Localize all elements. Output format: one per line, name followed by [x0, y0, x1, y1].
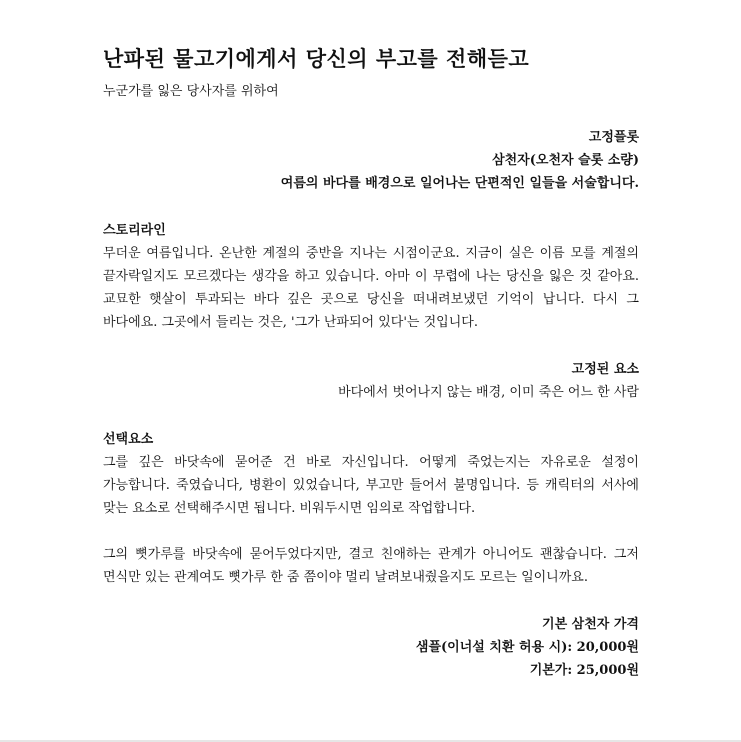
- document-subtitle: 누군가를 잃은 당사자를 위하여: [103, 84, 279, 99]
- optional-elements-heading: 선택요소: [103, 432, 154, 447]
- document-page: [103, 44, 639, 682]
- storyline-section: [103, 219, 639, 334]
- meta-characters: 삼천자(오천자 슬롯 소량): [492, 153, 639, 168]
- fixed-elements-section: [103, 358, 639, 404]
- optional-elements-text-2: 그의 뼛가루를 바닷속에 묻어두었다지만, 결코 친애하는 관계가 아니어도 괜찮습니다. 그저 면식만 있는 관계여도 뼛가루 한 줌 쯤이야 멀리 날려보내줬을지도 모르는 일이니까요.: [103, 547, 639, 585]
- meta-label: 고정플롯: [588, 130, 639, 145]
- pricing-sample: 샘플(이너설 치환 허용 시): 20,000원: [415, 640, 639, 655]
- storyline-heading: 스토리라인: [103, 223, 166, 238]
- pricing-base: 기본가: 25,000원: [529, 663, 639, 678]
- optional-elements-text-1: 그를 깊은 바닷속에 묻어준 건 바로 자신입니다. 어떻게 죽었는지는 자유로운 설정이 가능합니다. 죽였습니다, 병환이 있었습니다, 부고만 들어서 불명입니다. 등 캐릭터의 서사에 맞는 요소로 선택해주시면 됩니다. 비워두시면 임의로 작업합니다.: [103, 455, 639, 516]
- meta-block: [103, 126, 639, 195]
- optional-elements-section: [103, 428, 639, 589]
- pricing-heading: 기본 삼천자 가격: [542, 617, 639, 632]
- document-title: 난파된 물고기에게서 당신의 부고를 전해듣고: [103, 46, 530, 71]
- meta-description: 여름의 바다를 배경으로 일어나는 단편적인 일들을 서술합니다.: [280, 176, 639, 191]
- fixed-elements-text: 바다에서 벗어나지 않는 배경, 이미 죽은 어느 한 사람: [338, 385, 639, 400]
- fixed-elements-heading: 고정된 요소: [571, 362, 639, 377]
- storyline-text: 무더운 여름입니다. 온난한 계절의 중반을 지나는 시점이군요. 지금이 실은 이름 모를 계절의 끝자락일지도 모르겠다는 생각을 하고 있습니다. 아마 이 무렵에 나는 당신을 잃은 것 같아요. 교묘한 햇살이 투과되는 바다 깊은 곳으로 당신을 떠내려보냈던 기억이 납니다. 다시 그 바다에요. 그곳에서 들리는 것은, '그가 난파되어 있다'는 것입니다.: [103, 246, 639, 330]
- pricing-section: [103, 613, 639, 682]
